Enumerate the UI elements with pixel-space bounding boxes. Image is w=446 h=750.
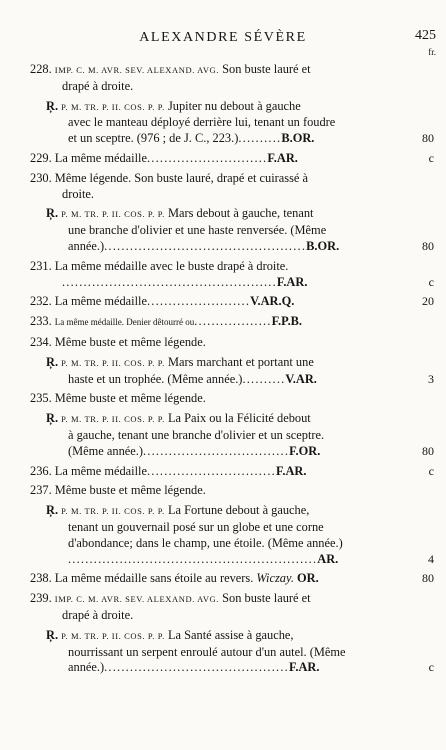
entry-line	[0, 115, 446, 131]
entry-text: à gauche, tenant une branche d'olivier et un sceptre.	[68, 427, 325, 442]
entry-line	[0, 520, 446, 536]
reverse-marker: Ŗ.	[46, 627, 59, 642]
coin-entry	[0, 314, 446, 331]
entry-text: et un sceptre. (976 ; de J. C., 223.)	[68, 131, 239, 146]
price-value: 80	[422, 571, 434, 586]
coin-entry	[0, 99, 446, 147]
entry-text: nourrissant un serpent enroulé autour d'un autel. (Même	[68, 644, 346, 659]
coin-entry	[0, 628, 446, 676]
leader-dots: ...............................................	[104, 238, 307, 253]
entry-line	[0, 608, 446, 624]
entry-text: Même légende. Son buste lauré, drapé et cuirassé à	[54, 170, 309, 185]
metal-rarity: F.OR.	[289, 443, 321, 458]
legend-text: P. M. TR. P. II. COS. P. P.	[61, 357, 165, 368]
entry-number: 229.	[30, 150, 52, 165]
entry-text: d'abondance; dans le champ, une étoile. (Même année.)	[68, 535, 343, 550]
entry-text: Mars debout à gauche, tenant	[164, 206, 314, 221]
entry-text: haste et un trophée. (Même année.)	[68, 371, 243, 386]
entry-line	[0, 591, 446, 608]
entry-line	[0, 411, 446, 428]
entry-text: Son buste lauré et	[219, 62, 311, 76]
entry-line	[0, 131, 446, 147]
legend-text: P. M. TR. P. II. COS. P. P.	[61, 630, 165, 641]
entry-line	[0, 645, 446, 661]
entry-text: drapé à droite.	[62, 607, 134, 622]
entry-line	[0, 206, 446, 223]
price-value: 4	[428, 551, 434, 566]
metal-rarity: OR.	[293, 571, 319, 586]
entry-number: 239.	[30, 591, 52, 606]
entry-line	[0, 275, 446, 291]
price-value: c	[428, 660, 434, 675]
source-name: Wiczay.	[253, 571, 294, 586]
entry-line	[0, 372, 446, 388]
entry-text: La même médaille avec le buste drapé à droite.	[54, 258, 289, 273]
coin-entry	[0, 503, 446, 567]
entry-number: 237.	[30, 483, 52, 498]
leader-dots: ..................................	[143, 443, 290, 458]
page-number: 425	[415, 28, 436, 43]
entry-line	[0, 239, 446, 255]
page-header	[0, 28, 446, 58]
entry-text: Même buste et même légende.	[54, 391, 206, 406]
coin-entry	[0, 151, 446, 167]
leader-dots: ............................	[147, 150, 268, 165]
entry-text: La même médaille sans étoile au revers.	[54, 571, 254, 586]
entry-line	[0, 536, 446, 552]
entry-number: 235.	[30, 391, 52, 406]
legend-text: P. M. TR. P. II. COS. P. P.	[61, 209, 165, 220]
entry-number: 228.	[30, 62, 52, 76]
entry-line	[0, 314, 446, 331]
metal-rarity: F.AR.	[276, 274, 308, 289]
entry-text: avec le manteau déployé derrière lui, tenant un foudre	[68, 115, 336, 130]
price-value: 80	[422, 238, 434, 253]
price-value: 80	[422, 131, 434, 146]
leader-dots: ..................................................	[62, 274, 277, 289]
entry-text: année.)	[68, 238, 105, 253]
entry-text: Jupiter nu debout à gauche	[164, 98, 301, 113]
price-value: c	[428, 274, 434, 289]
entry-line	[0, 444, 446, 460]
coin-entry	[0, 62, 446, 95]
entry-text: droite.	[62, 186, 94, 201]
entry-line	[0, 171, 446, 187]
leader-dots: ..................	[194, 314, 272, 329]
entry-line	[0, 483, 446, 499]
entry-text: tenant un gouvernail posé sur un globe et une corne	[68, 519, 324, 534]
entry-number: 230.	[30, 170, 52, 185]
reverse-marker: Ŗ.	[46, 206, 59, 221]
coin-entry	[0, 464, 446, 480]
coin-entry	[0, 294, 446, 310]
entry-text: Mars marchant et portant une	[164, 354, 314, 369]
coin-entry	[0, 411, 446, 459]
coin-entry	[0, 355, 446, 388]
entry-number: 231.	[30, 258, 52, 273]
coin-entry	[0, 259, 446, 291]
coin-entry	[0, 206, 446, 254]
entry-number: 238.	[30, 571, 52, 586]
entry-text: La Paix ou la Félicité debout	[164, 411, 311, 426]
legend-text: P. M. TR. P. II. COS. P. P.	[61, 101, 165, 112]
coin-entry	[0, 591, 446, 624]
coin-entry	[0, 483, 446, 499]
entry-text: (Même année.)	[68, 443, 143, 458]
running-title: ALEXANDRE SÉVÈRE	[139, 30, 307, 45]
entry-text: drapé à droite.	[62, 78, 134, 93]
price-value: 80	[422, 443, 434, 458]
entry-line	[0, 294, 446, 310]
entry-line	[0, 660, 446, 676]
coin-entries-list	[0, 62, 446, 680]
legend-text: IMP. C. M. AVR. SEV. ALEXAND. AVG.	[54, 594, 220, 605]
entry-line	[0, 355, 446, 372]
reverse-marker: Ŗ.	[46, 98, 59, 113]
entry-line	[0, 187, 446, 203]
metal-rarity: F.AR.	[275, 463, 307, 478]
entry-number: 233.	[30, 314, 52, 329]
entry-text: La même médaille	[54, 294, 147, 309]
leader-dots: ..........................................................	[68, 551, 318, 566]
metal-rarity: V.AR.	[285, 371, 317, 386]
entry-line	[0, 464, 446, 480]
entry-number: 232.	[30, 294, 52, 309]
price-value: c	[428, 463, 434, 478]
entry-line	[0, 628, 446, 645]
entry-text: La Santé assise à gauche,	[164, 627, 294, 642]
entry-line	[0, 259, 446, 275]
price-value: 3	[428, 371, 434, 386]
metal-rarity: F.AR.	[267, 150, 298, 165]
price-value: c	[428, 150, 434, 165]
entry-text: La même médaille	[54, 150, 147, 165]
entry-text: La même médaille	[54, 463, 147, 478]
entry-text: une branche d'olivier et une haste renversée. (Même	[68, 223, 327, 238]
price-unit: fr.	[428, 47, 436, 57]
entry-number: 236.	[30, 463, 52, 478]
coin-entry	[0, 571, 446, 587]
entry-line	[0, 99, 446, 116]
entry-line	[0, 503, 446, 520]
coin-entry	[0, 391, 446, 407]
entry-text: Son buste lauré et	[219, 591, 311, 606]
entry-line	[0, 62, 446, 79]
entry-line	[0, 335, 446, 351]
entry-line	[0, 79, 446, 95]
entry-line	[0, 391, 446, 407]
entry-number: 234.	[30, 334, 52, 349]
entry-line	[0, 552, 446, 568]
metal-rarity: V.AR.Q.	[250, 294, 295, 309]
leader-dots: ..............................	[147, 463, 276, 478]
entry-text: Même buste et même légende.	[54, 483, 206, 498]
legend-text: P. M. TR. P. II. COS. P. P.	[61, 414, 165, 425]
entry-note: La même médaille. Denier dêtourré ou	[54, 317, 195, 328]
leader-dots: ..........	[238, 131, 282, 146]
metal-rarity: B.OR.	[281, 131, 315, 146]
leader-dots: ...........................................	[104, 660, 289, 675]
entry-line	[0, 428, 446, 444]
entry-line	[0, 223, 446, 239]
reverse-marker: Ŗ.	[46, 354, 59, 369]
metal-rarity: AR.	[317, 551, 339, 566]
metal-rarity: F.P.B.	[271, 314, 303, 329]
metal-rarity: F.AR.	[288, 660, 320, 675]
entry-line	[0, 571, 446, 587]
entry-text: La Fortune debout à gauche,	[164, 503, 310, 518]
leader-dots: ..........	[242, 371, 286, 386]
entry-text: année.)	[68, 660, 105, 675]
entry-line	[0, 151, 446, 167]
legend-text: P. M. TR. P. II. COS. P. P.	[61, 506, 165, 517]
price-value: 20	[422, 294, 434, 309]
reverse-marker: Ŗ.	[46, 411, 59, 426]
reverse-marker: Ŗ.	[46, 503, 59, 518]
leader-dots: ........................	[147, 294, 251, 309]
coin-entry	[0, 335, 446, 351]
coin-entry	[0, 171, 446, 203]
legend-text: IMP. C. M. AVR. SEV. ALEXAND. AVG.	[54, 65, 220, 75]
metal-rarity: B.OR.	[306, 238, 340, 253]
entry-text: Même buste et même légende.	[54, 334, 206, 349]
